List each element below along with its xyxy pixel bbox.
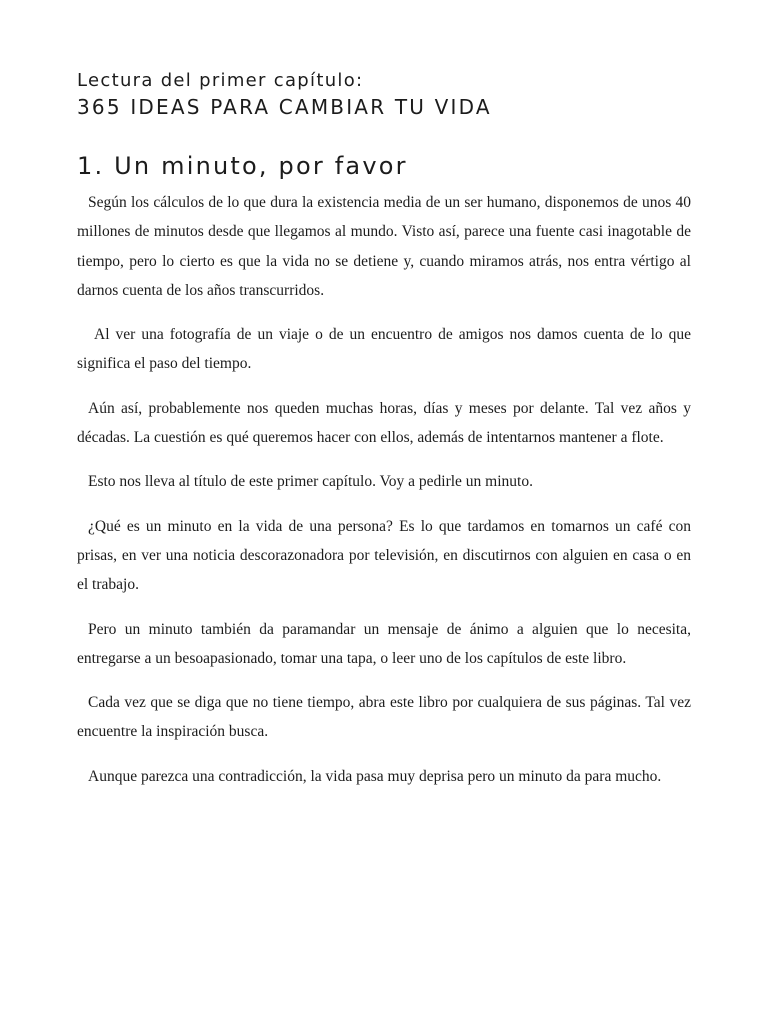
reading-kicker: Lectura del primer capítulo: — [77, 70, 364, 91]
document-page — [77, 68, 695, 806]
paragraph: Aún así, probablemente nos queden muchas horas, días y meses por delante. Tal vez años y décadas. La cuestión es qué queremos hacer con ellos, además de intentarnos mantener a flote. — [77, 399, 691, 447]
chapter-title: 1. Un minuto, por favor — [77, 152, 408, 180]
paragraph: ¿Qué es un minuto en la vida de una persona? Es lo que tardamos en tomarnos un café con prisas, en ver una noticia descorazonadora por televisión, en discutirnos con alguien en casa o en el trabajo. — [77, 517, 691, 594]
paragraph: Aunque parezca una contradicción, la vida pasa muy deprisa pero un minuto da para mucho. — [88, 767, 662, 785]
paragraph: Pero un minuto también da paramandar un mensaje de ánimo a alguien que lo necesita, entregarse a un besoapasionado, tomar una tapa, o leer uno de los capítulos de este libro. — [77, 620, 691, 667]
paragraph: Esto nos lleva al título de este primer capítulo. Voy a pedirle un minuto. — [88, 473, 533, 491]
paragraph: Según los cálculos de lo que dura la existencia media de un ser humano, disponemos de unos 40 millones de minutos desde que llegamos al mundo. Visto así, parece una fuente casi inagotable de tiempo, pero lo cierto es que la vida no se detiene y, cuando miramos atrás, nos entra vértigo al darnos cuenta de los años transcurridos. — [77, 194, 691, 299]
paragraph: Al ver una fotografía de un viaje o de un encuentro de amigos nos damos cuenta de lo que significa el paso del tiempo. — [77, 326, 695, 373]
book-title: 365 IDEAS PARA CAMBIAR TU VIDA — [77, 95, 492, 119]
chapter-body — [77, 188, 695, 791]
paragraph: Cada vez que se diga que no tiene tiempo, abra este libro por cualquiera de sus páginas. Tal vez encuentre la inspiración busca. — [77, 694, 691, 741]
